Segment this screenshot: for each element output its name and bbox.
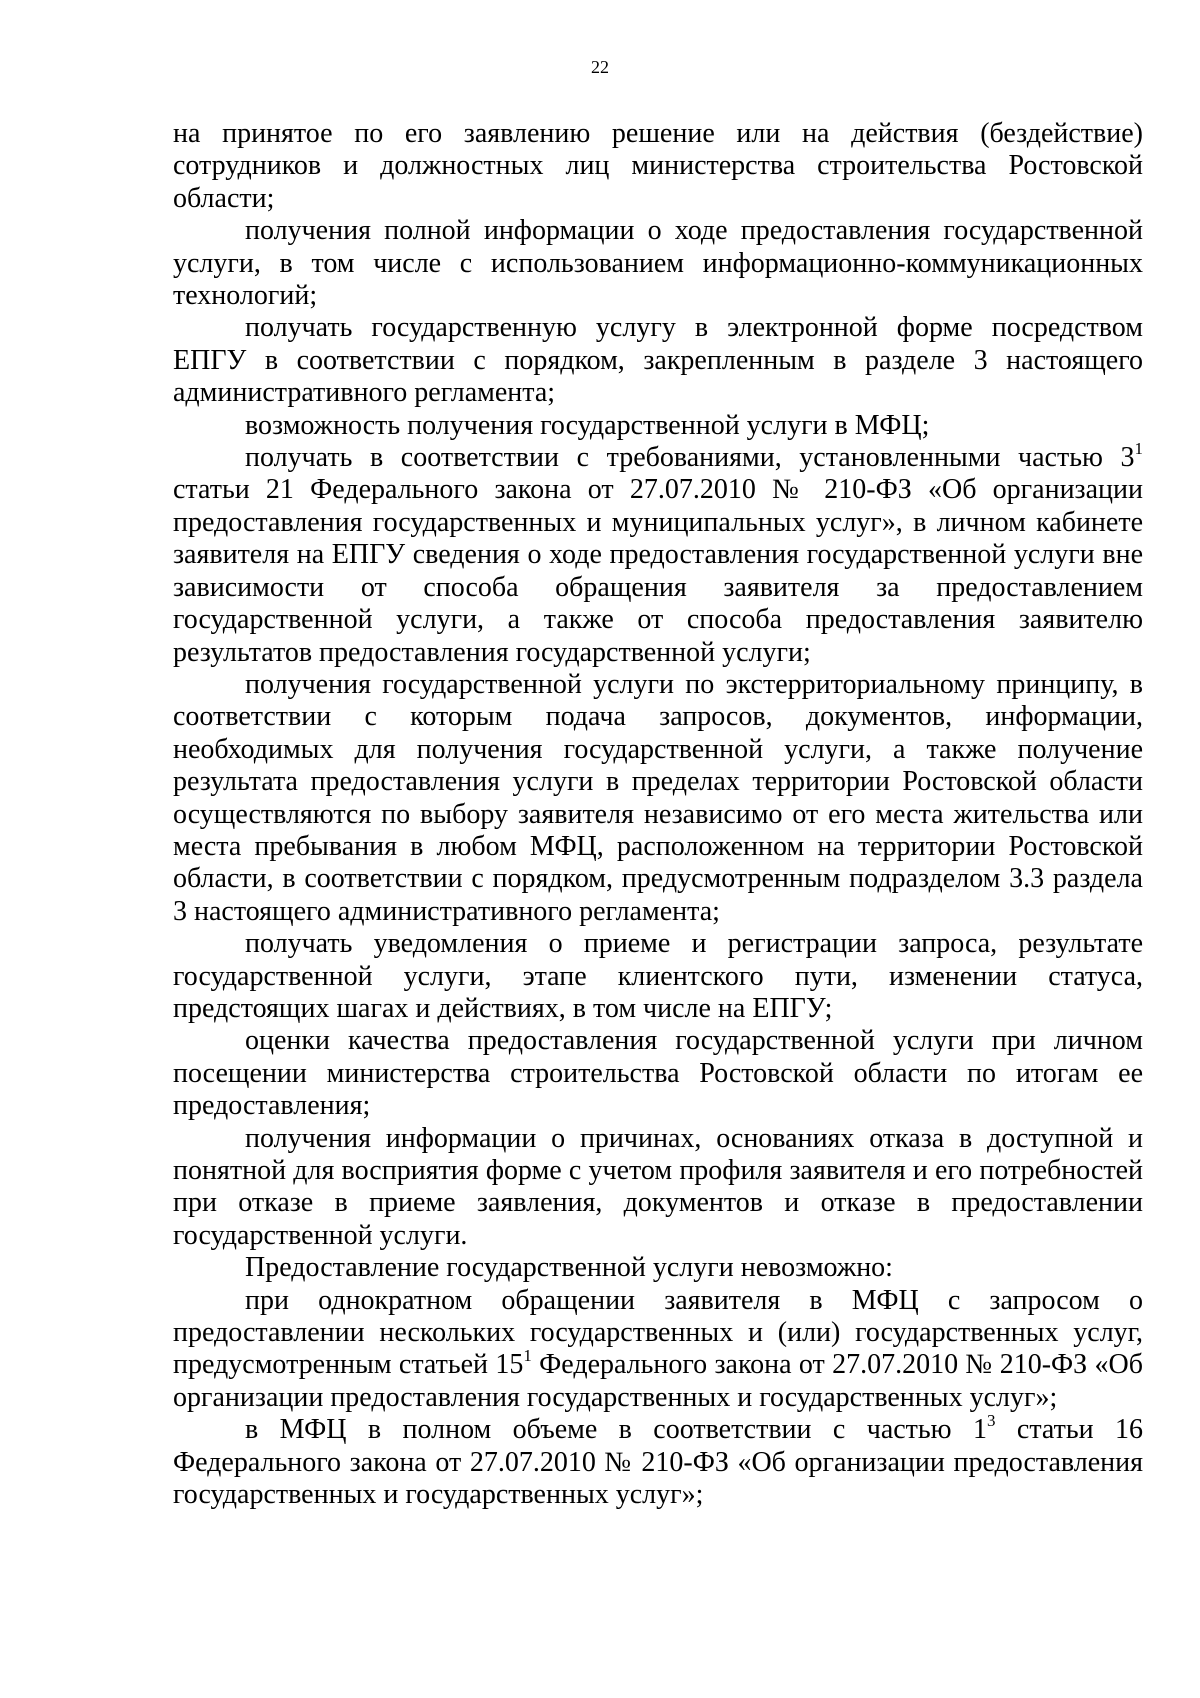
paragraph-text: получения информации о причинах, основаниях отказа в доступной и понятной для восприятия форме с учетом профиля заявителя и его потребностей при отказе в приеме заявления, документов и отказе в предоставлении государственной услуги. (173, 1122, 1143, 1251)
paragraph (173, 1285, 1143, 1415)
superscript: 1 (523, 1346, 532, 1366)
paragraph (173, 1252, 1143, 1284)
page-number: 22 (591, 57, 609, 77)
paragraph-text: в МФЦ в полном объеме в соответствии с частью 1 (245, 1414, 987, 1446)
paragraph-text: получать государственную услугу в электронной форме посредством ЕПГУ в соответствии с порядком, закрепленным в разделе 3 настоящего административного регламента; (173, 312, 1143, 409)
paragraph (173, 1123, 1143, 1253)
paragraph-text: получать в соответствии с требованиями, установленными частью 3 (245, 442, 1135, 474)
paragraph (173, 410, 1143, 442)
document-body (173, 118, 1143, 1511)
superscript: 1 (1134, 438, 1143, 458)
paragraph-text: возможность получения государственной услуги в МФЦ; (245, 409, 930, 441)
paragraph (173, 1410, 1144, 1511)
paragraph-text: при однократном обращении заявителя в МФЦ с запросом о предоставлении нескольких государственных и (или) государственных услуг, предусмотренным статьей 15 (173, 1284, 1143, 1381)
paragraph-text: Федерального закона от 27.07.2010 № 210-ФЗ «Об организации предоставления государственных и государственных услуг»; (173, 1349, 1143, 1413)
paragraph (173, 1025, 1143, 1122)
paragraph (173, 118, 1143, 215)
paragraph (173, 312, 1143, 409)
paragraph-text: получения государственной услуги по экстерриториальному принципу, в соответствии с которым подача запросов, документов, информации, необходимых для получения государственной услуги, а также получение результата предоставления услуги в пределах территории Ростовской области осуществляются по выбору заявителя независимо от его места жительства или места пребывания в любом МФЦ, расположенном на территории Ростовской области, в соответствии с порядком, предусмотренным подразделом 3.3 раздела 3 настоящего административного регламента; (173, 668, 1143, 927)
paragraph (173, 928, 1143, 1025)
paragraph-text: получать уведомления о приеме и регистрации запроса, результате государственной услуги, этапе клиентского пути, изменении статуса, предстоящих шагах и действиях, в том числе на ЕПГУ; (173, 928, 1143, 1024)
paragraph-text: Предоставление государственной услуги невозможно: (245, 1252, 893, 1284)
paragraph-text: статьи 16 Федерального закона от 27.07.2010 № 210-ФЗ «Об организации предоставления государственных и государственных услуг»; (173, 1414, 1144, 1511)
superscript: 3 (987, 1410, 996, 1430)
paragraph-text: на принятое по его заявлению решение или на действия (бездействие) сотрудников и должностных лиц министерства строительства Ростовской области; (173, 118, 1143, 214)
paragraph-text: получения полной информации о ходе предоставления государственной услуги, в том числе с использованием информационно-коммуникационных технологий; (173, 215, 1143, 312)
paragraph-text: оценки качества предоставления государственной услуги при личном посещении министерства строительства Ростовской области по итогам ее предоставления; (173, 1025, 1143, 1122)
paragraph (173, 669, 1143, 928)
paragraph-text: статьи 21 Федерального закона от 27.07.2010 № 210-ФЗ «Об организации предоставления государственных и муниципальных услуг», в личном кабинете заявителя на ЕПГУ сведения о ходе предоставления государственной услуги вне зависимости от способа обращения заявителя за предоставлением государственной услуги, а также от способа предоставления заявителю результатов предоставления государственной услуги; (173, 474, 1143, 668)
paragraph (173, 215, 1143, 312)
paragraph (173, 438, 1143, 669)
